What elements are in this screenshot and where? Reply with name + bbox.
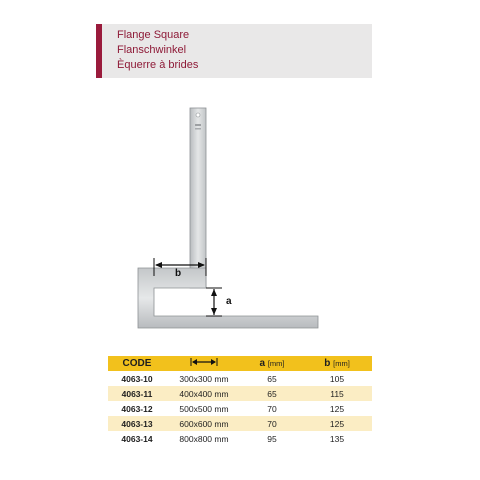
cell-a: 65 <box>267 388 277 399</box>
vertical-blade <box>190 108 206 288</box>
cell-code: 4063-12 <box>121 403 153 414</box>
col-a-unit: [mm] <box>267 359 285 368</box>
cell-a: 70 <box>267 403 277 414</box>
table-row <box>108 416 372 431</box>
cell-code: 4063-13 <box>121 418 153 429</box>
cell-size: 500x500 mm <box>179 403 229 414</box>
title-english: Flange Square <box>117 29 190 41</box>
table-row <box>108 371 372 386</box>
col-b-header <box>302 356 372 371</box>
cell-size: 800x800 mm <box>179 433 229 444</box>
title-french: Èquerre à brides <box>117 59 199 71</box>
table-row <box>108 401 372 416</box>
col-b-unit: [mm] <box>333 359 350 368</box>
table-row <box>108 431 372 446</box>
col-size-header <box>166 356 242 371</box>
col-a-header <box>242 356 302 371</box>
cell-a: 65 <box>267 373 277 384</box>
spec-table <box>108 356 372 446</box>
dimension-b-label: b <box>174 268 182 279</box>
col-a-label: a <box>259 358 266 369</box>
cell-b: 105 <box>329 373 345 384</box>
col-code-header: CODE <box>122 358 152 369</box>
cell-code: 4063-10 <box>121 373 153 384</box>
cell-size: 600x600 mm <box>179 418 229 429</box>
cell-size: 400x400 mm <box>179 388 229 399</box>
cell-b: 135 <box>329 433 345 444</box>
cell-a: 95 <box>267 433 277 444</box>
cell-a: 70 <box>267 418 277 429</box>
hang-hole <box>196 113 200 117</box>
double-arrow-icon <box>190 357 218 367</box>
cell-b: 115 <box>330 388 344 399</box>
title-german: Flanschwinkel <box>117 44 187 56</box>
dimension-a-label: a <box>226 296 232 307</box>
col-b-label: b <box>324 358 331 369</box>
cell-code: 4063-14 <box>121 433 153 444</box>
cell-b: 125 <box>329 418 345 429</box>
cell-code: 4063-11 <box>121 388 153 399</box>
table-header-row <box>108 356 372 371</box>
table-row <box>108 386 372 401</box>
cell-size: 300x300 mm <box>179 373 229 384</box>
cell-b: 125 <box>329 403 345 414</box>
